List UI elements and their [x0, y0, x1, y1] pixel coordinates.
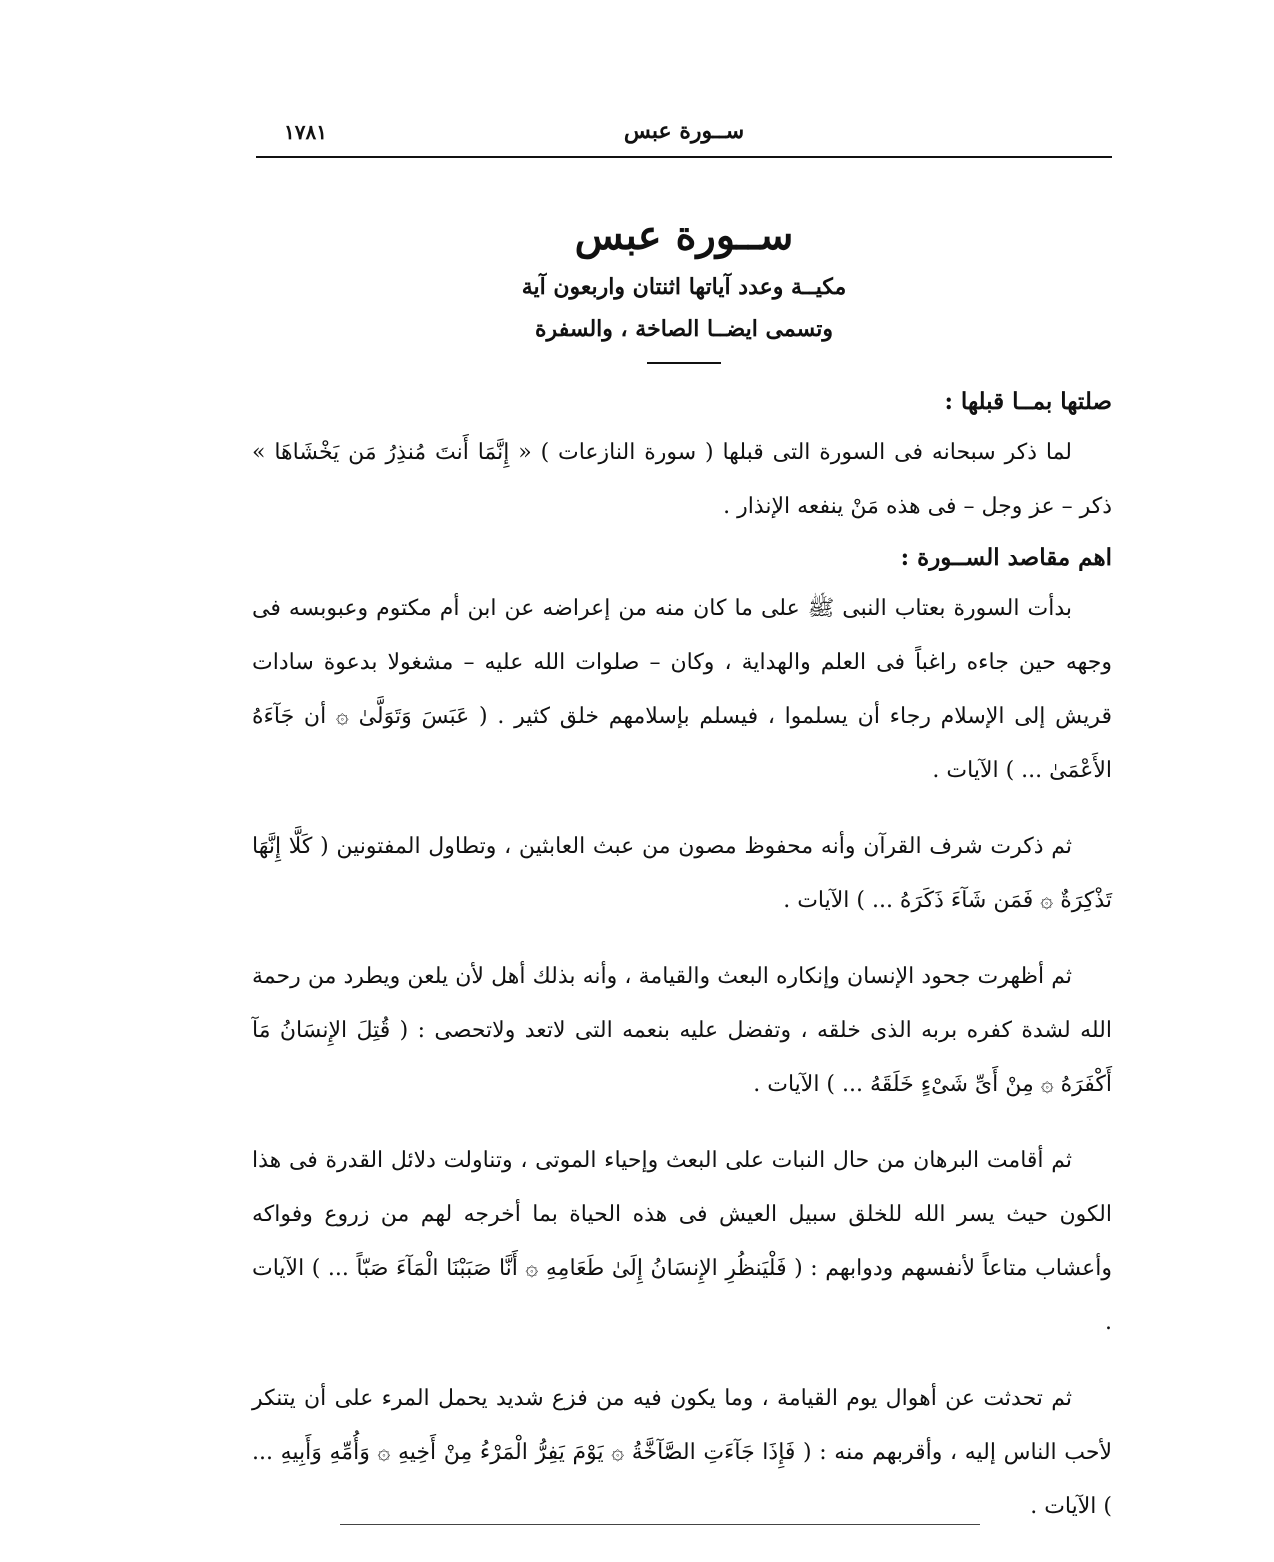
surah-subtitle-names: وتسمى ايضــا الصاخة ، والسفرة: [535, 316, 833, 342]
paragraph-gap: [252, 928, 1112, 950]
paragraph-relation: لما ذكر سبحانه فى السورة التى قبلها ( سورة النازعات ) « إِنَّمَا أَنتَ مُنذِرُ مَن يَخْشَاهَا » ذكر – عز وجل – فى هذه مَنْ ينفعه الإنذار .: [252, 440, 1112, 519]
paragraph-gap: [252, 798, 1112, 820]
paragraph-aims-4: ثم أقامت البرهان من حال النبات على البعث وإحياء الموتى ، وتناولت دلائل القدرة فى هذا الكون حيث يسر الله للخلق سبيل العيش فى هذه الحياة بما أخرجه لهم من زروع وفواكه وأعشاب متاعاً لأنفسهم ودوابهم : ( فَلْيَنظُرِ الإِنسَانُ إِلَىٰ طَعَامِهِ ۞ أَنَّا صَبَبْنَا الْمَآءَ صَبّاً ... ) الآيات .: [252, 1148, 1112, 1335]
title-divider: [647, 362, 721, 364]
section-heading-aims: اهم مقاصد الســورة :: [900, 544, 1112, 571]
surah-title: ســورة عبس: [574, 212, 794, 259]
title-block: [256, 206, 1112, 364]
body-text: [252, 378, 1112, 1534]
footer-rule: [340, 1524, 980, 1525]
surah-subtitle-verses: مكيــة وعدد آياتها اثنتان واربعون آية: [521, 274, 847, 300]
running-header-surah-name: ســورة عبس: [623, 118, 745, 144]
paragraph-aims-3: ثم أظهرت جحود الإنسان وإنكاره البعث والقيامة ، وأنه بذلك أهل لأن يلعن ويطرد من رحمة الله لشدة كفره بربه الذى خلقه ، وتفضل عليه بنعمه التى لاتعد ولاتحصى : ( قُتِلَ الإِنسَانُ مَآ أَكْفَرَهُ ۞ مِنْ أَىِّ شَىْءٍ خَلَقَهُ ... ) الآيات .: [252, 964, 1112, 1097]
paragraph-gap: [252, 1350, 1112, 1372]
paragraph-aims-2: ثم ذكرت شرف القرآن وأنه محفوظ مصون من عبث العابثين ، وتطاول المفتونين ( كَلَّا إِنَّهَا تَذْكِرَةٌ ۞ فَمَن شَآءَ ذَكَرَهُ ... ) الآيات .: [252, 834, 1112, 913]
paragraph-aims-5: ثم تحدثت عن أهوال يوم القيامة ، وما يكون فيه من فزع شديد يحمل المرء على أن يتنكر لأحب الناس إليه ، وأقربهم منه : ( فَإِذَا جَآءَتِ الصَّآخَّةُ ۞ يَوْمَ يَفِرُّ الْمَرْءُ مِنْ أَخِيهِ ۞ وَأُمِّهِ وَأَبِيهِ ... ) الآيات .: [252, 1386, 1112, 1519]
paragraph-aims-1: بدأت السورة بعتاب النبى ﷺ على ما كان منه من إعراضه عن ابن أم مكتوم وعبوبسه فى وجهه حين جاءه راغباً فى العلم والهداية ، وكان – صلوات الله عليه – مشغولا بدعوة سادات قريش إلى الإسلام رجاء أن يسلموا ، فيسلم بإسلامهم خلق كثير . ( عَبَسَ وَتَوَلَّىٰ ۞ أن جَآءَهُ الأَعْمَىٰ ... ) الآيات .: [252, 596, 1112, 783]
paragraph-gap: [252, 1112, 1112, 1134]
section-heading-relation: صلتها بمــا قبلها :: [944, 388, 1112, 415]
page-number: ١٧٨١: [284, 120, 327, 144]
running-header: [256, 112, 1112, 158]
